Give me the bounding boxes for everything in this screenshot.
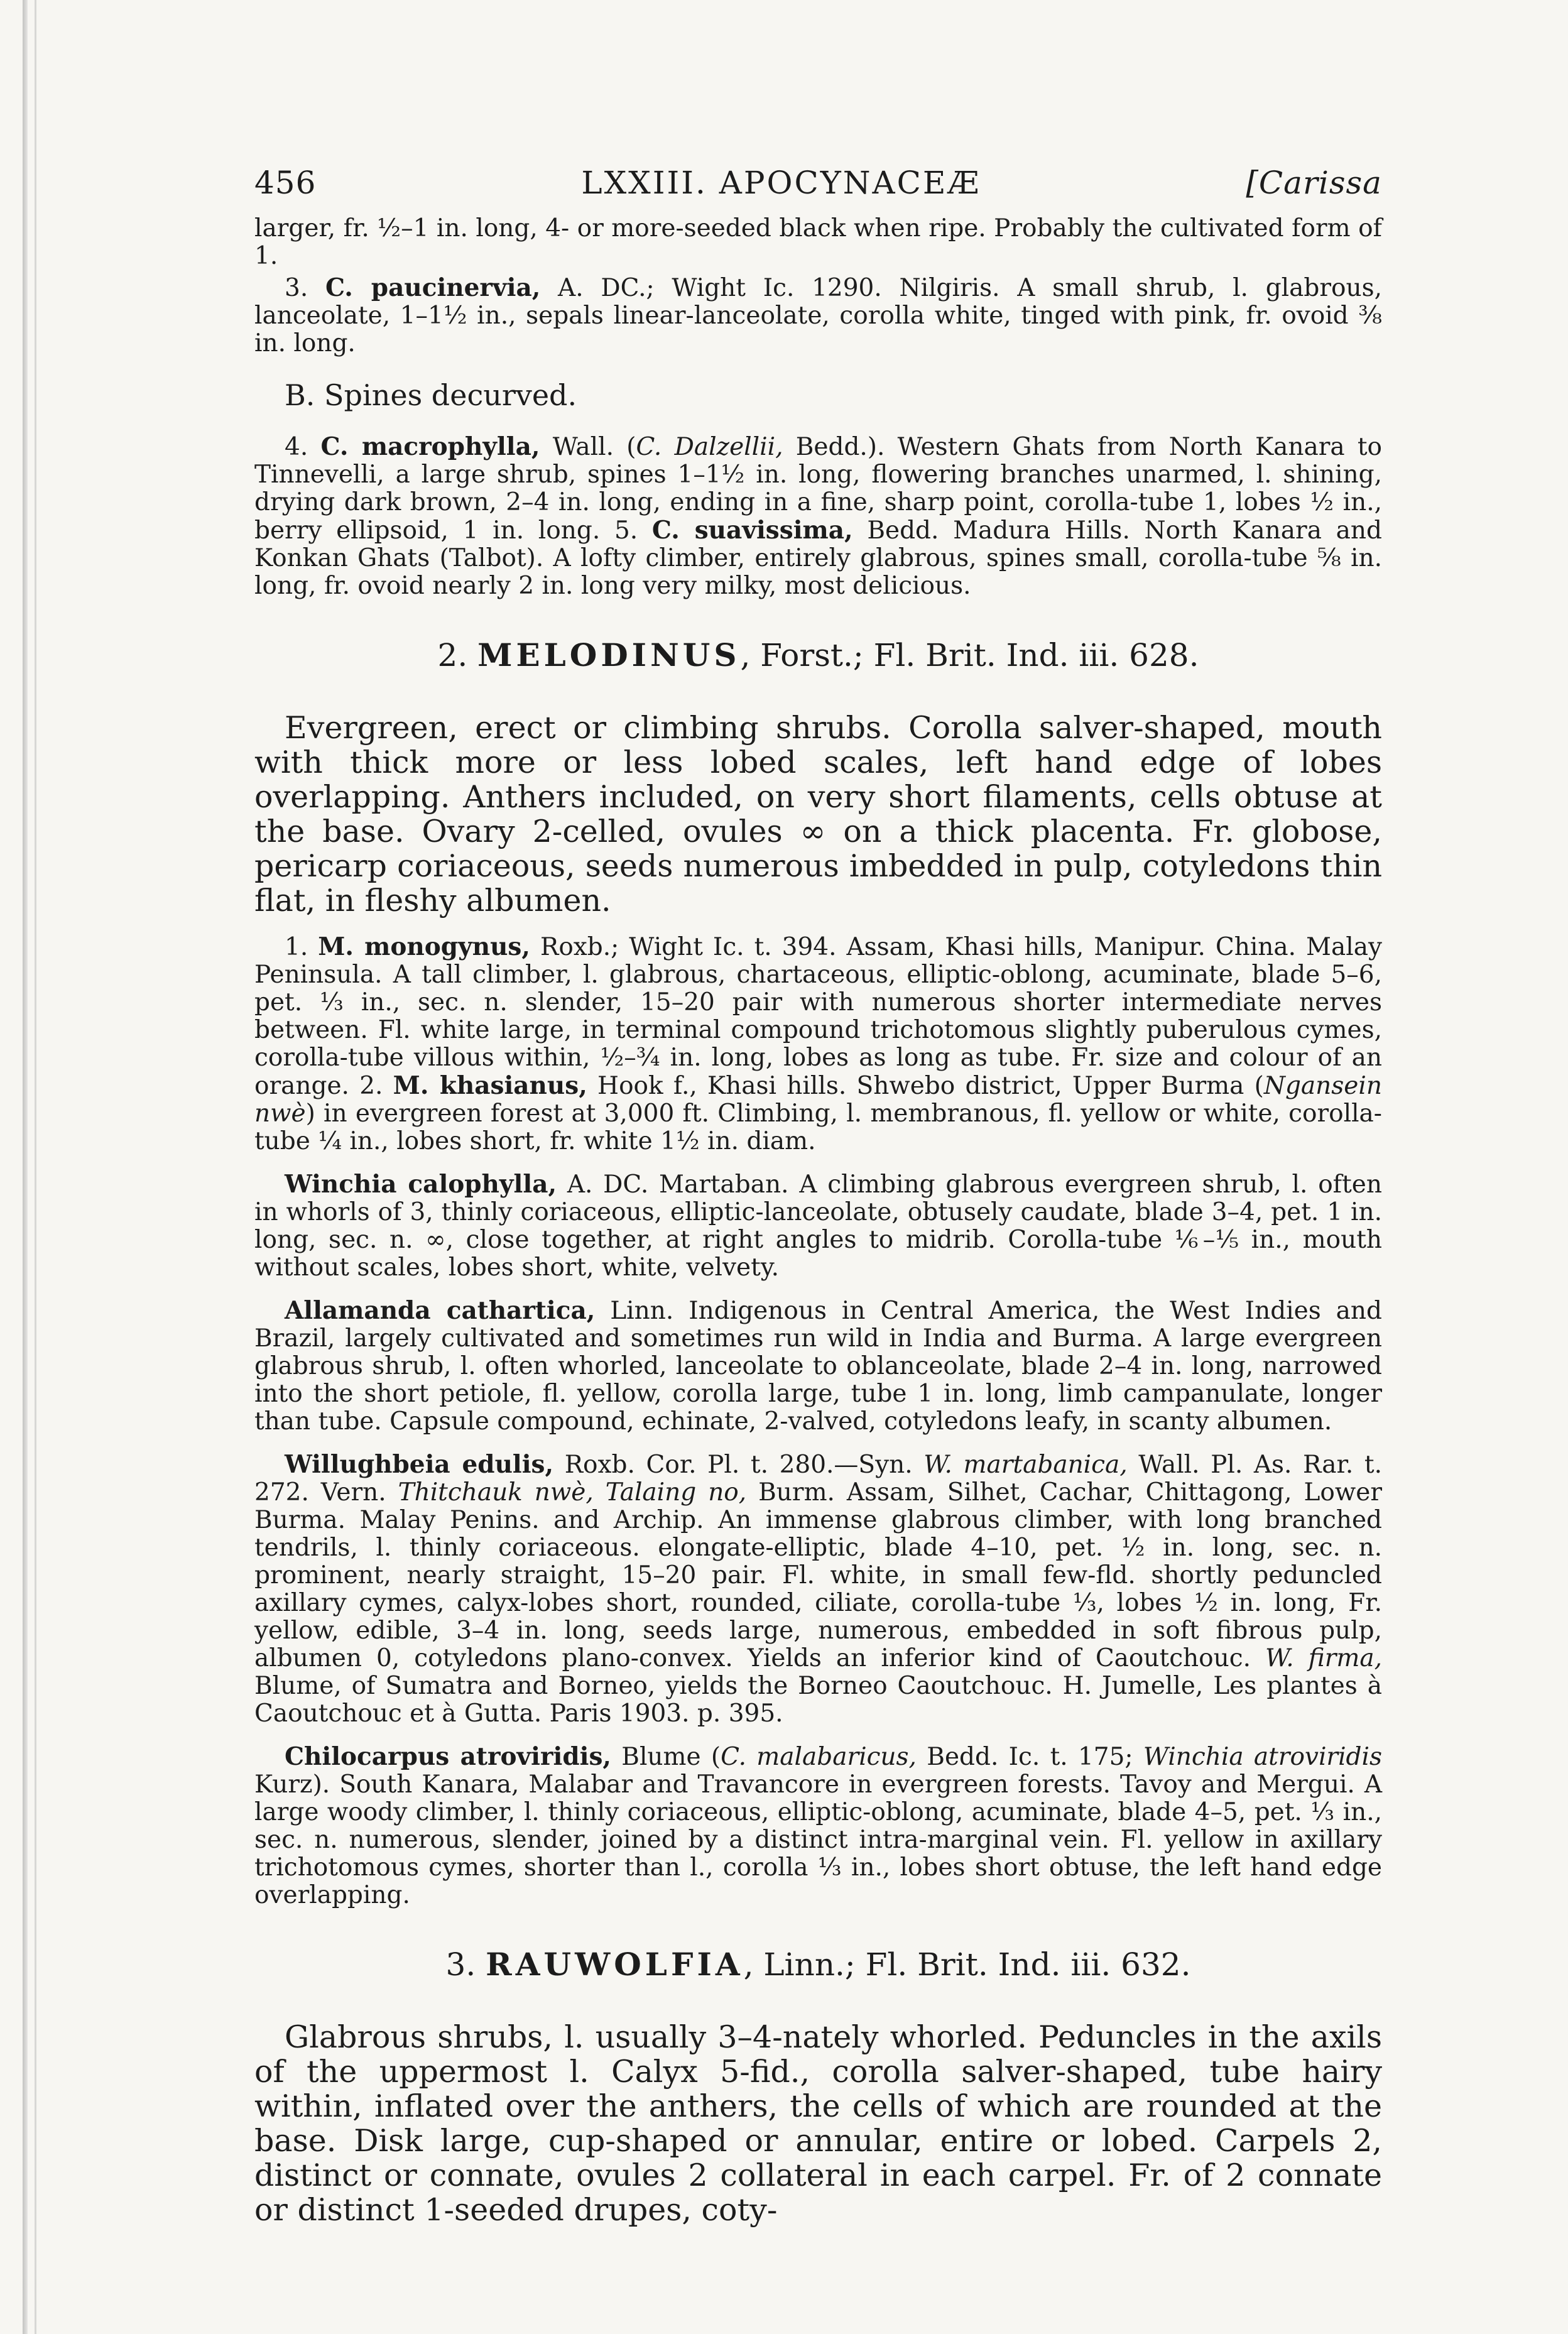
genus-authority: , Forst.; Fl. Brit. Ind. iii. 628. <box>740 637 1199 673</box>
species-number: 1. <box>285 933 318 961</box>
scan-binding-edge <box>23 0 28 2334</box>
synonym: W. firma, <box>1265 1644 1382 1672</box>
vernacular-name: Thitchauk nwè, Talaing no, <box>398 1478 747 1507</box>
running-header <box>254 165 1382 215</box>
species-text: Linn. Indigenous in Central America, the West Indies and Brazil, largely cultivated and sometimes run wild in India and Burma. A large evergreen glabrous shrub, l. often whorled, lanceolate to oblanceolate, blade 2–4 in. long, narrowed into the short petiole, fl. yellow, corolla large, tube 1 in. long, limb campanulate, longer than tube. Capsule compound, echinate, 2-valved, cotyledons leafy, in scanty albumen. <box>254 1297 1382 1436</box>
genus-number: 2. <box>437 637 468 673</box>
species-text: Blume ( <box>611 1743 721 1771</box>
species-name: Chilocarpus atroviridis, <box>285 1742 611 1771</box>
species-number: 4. <box>285 433 321 461</box>
genus-description-melodinus: Evergreen, erect or climbing shrubs. Corolla salver-shaped, mouth with thick more or less lobed scales, left hand edge of lobes overlapping. Anthers included, on very short filaments, cells obtuse at the base. Ovary 2-celled, ovules ∞ on a thick placenta. Fr. globose, pericarp coriaceous, seeds numerous imbedded in pulp, cotyledons thin flat, in fleshy albumen. <box>254 710 1382 919</box>
page-number: 456 <box>254 165 317 201</box>
note-winchia <box>254 1170 1382 1282</box>
carissa-continuation: larger, fr. ½–1 in. long, 4- or more-seeded black when ripe. Probably the cultivated form of 1. <box>254 214 1382 270</box>
genus-number: 3. <box>445 1946 476 1983</box>
species-text: A. DC.; Wight Ic. 1290. Nilgiris. A small shrub, l. glabrous, lanceolate, 1–1½ in., sepals linear-lanceolate, corolla white, tinged with pink, fr. ovoid ⅜ in. long. <box>254 274 1383 357</box>
running-genus: [Carissa <box>1246 165 1382 201</box>
species-text: A. DC. Martaban. A climbing glabrous evergreen shrub, l. often in whorls of 3, thinly coriaceous, elliptic-lanceolate, obtusely caudate, blade 3–4, pet. 1 in. long, sec. n. ∞, close together, at right angles to midrib. Corolla-tube ⅙–⅕ in., mouth without scales, lobes short, white, velvety. <box>254 1170 1382 1282</box>
species-text: Roxb.; Wight Ic. t. 394. Assam, Khasi hills, Manipur. China. Malay Peninsula. A tall climber, l. glabrous, chartaceous, elliptic-oblong, acuminate, blade 5–6, pet. ⅓ in., sec. n. slender, 15–20 pair with numerous shorter intermediate nerves between. Fl. white large, in terminal compound trichotomous slightly puberulous cymes, corolla-tube villous within, ½–¾ in. long, lobes as long as tube. Fr. size and colour of an orange. 2. <box>254 933 1382 1100</box>
genus-description-rauwolfia: Glabrous shrubs, l. usually 3–4-nately whorled. Peduncles in the axils of the uppermost l. Calyx 5-fid., corolla salver-shaped, tube hairy within, inflated over the anthers, the cells of which are rounded at the base. Disk large, cup-shaped or annular, entire or lobed. Carpels 2, distinct or connate, ovules 2 collateral in each carpel. Fr. of 2 connate or distinct 1-seeded drupes, coty- <box>254 2019 1382 2228</box>
note-willughbeia <box>254 1451 1382 1728</box>
page-body <box>254 165 1382 2227</box>
species-name: M. monogynus, <box>318 932 530 961</box>
species-text: Burm. Assam, Silhet, Cachar, Chittagong, Lower Burma. Malay Penins. and Archip. An immense glabrous climber, with long branched tendrils, l. thinly coriaceous. elongate-elliptic, blade 4–10, pet. ½ in. long, sec. n. prominent, nearly straight, 15–20 pair. Fl. white, in small few-fld. shortly peduncled axillary cymes, calyx-lobes short, rounded, ciliate, corolla-tube ⅓, lobes ½ in. long, Fr. yellow, edible, 3–4 in. long, seeds large, numerous, embedded in soft fibrous pulp, albumen 0, cotyledons plano-convex. Yields an inferior kind of Caoutchouc. <box>254 1478 1382 1672</box>
genus-authority: , Linn.; Fl. Brit. Ind. iii. 632. <box>743 1946 1191 1983</box>
species-text: Kurz). South Kanara, Malabar and Travancore in evergreen forests. Tavoy and Mergui. A large woody climber, l. thinly coriaceous, elliptic-oblong, acuminate, blade 4–5, pet. ⅓ in., sec. n. numerous, slender, joined by a distinct intra-marginal vein. Fl. yellow in axillary trichotomous cymes, shorter than l., corolla ⅓ in., lobes short obtuse, the left hand edge overlapping. <box>254 1770 1382 1909</box>
synonym: Winchia atroviridis <box>1143 1743 1382 1771</box>
species-text: Bedd. Madura Hills. North Kanara and Konkan Ghats (Talbot). A lofty climber, entirely glabrous, spines small, corolla-tube ⅝ in. long, fr. ovoid nearly 2 in. long very milky, most delicious. <box>254 516 1382 600</box>
note-allamanda <box>254 1297 1382 1436</box>
scan-binding-line <box>35 0 36 2334</box>
vernacular-name: Ngansein nwè <box>254 1072 1382 1128</box>
species-paucinervia <box>254 274 1382 357</box>
species-name: M. khasianus, <box>393 1071 587 1100</box>
species-text: ) in evergreen forest at 3,000 ft. Climbing, l. membranous, fl. yellow or white, corolla-tube ¼ in., lobes short, fr. white 1½ in. diam. <box>254 1099 1382 1155</box>
species-number: 3. <box>285 274 325 302</box>
species-macrophylla <box>254 433 1382 600</box>
species-text: Bedd.). Western Ghats from North Kanara to Tinnevelli, a large shrub, spines 1–1½ in. long, flowering branches unarmed, l. shining, drying dark brown, 2–4 in. long, ending in a fine, sharp point, corolla-tube 1, lobes ½ in., berry ellipsoid, 1 in. long. 5. <box>254 433 1383 545</box>
species-name: Winchia calophylla, <box>285 1170 557 1199</box>
species-text: Bedd. Ic. t. 175; <box>916 1743 1143 1771</box>
family-title: LXXIII. APOCYNACEÆ <box>581 165 981 201</box>
synonym: C. Dalzellii, <box>636 433 783 461</box>
genus-heading-melodinus <box>254 636 1382 674</box>
species-name: C. suavissima, <box>651 516 853 545</box>
note-chilocarpus <box>254 1743 1382 1909</box>
species-text: Wall. Pl. As. Rar. t. 272. Vern. <box>254 1451 1382 1507</box>
synonym: C. malabaricus, <box>721 1743 917 1771</box>
species-text: Wall. ( <box>540 433 636 461</box>
species-name: Allamanda cathartica, <box>285 1296 596 1325</box>
genus-name: MELODINUS <box>477 636 741 673</box>
species-text: Roxb. Cor. Pl. t. 280.—Syn. <box>553 1451 924 1479</box>
species-text: Blume, of Sumatra and Borneo, yields the Borneo Caoutchouc. H. Jumelle, Les plantes à Caoutchouc et à Gutta. Paris 1903. p. 395. <box>254 1672 1382 1728</box>
genus-name: RAUWOLFIA <box>486 1946 744 1983</box>
subsection-heading: B. Spines decurved. <box>285 378 577 412</box>
genus-heading-rauwolfia <box>254 1946 1382 1983</box>
synonym: W. martabanica, <box>923 1451 1128 1479</box>
species-name: C. paucinervia, <box>325 273 541 302</box>
species-text: Hook f., Khasi hills. Shwebo district, Upper Burma ( <box>587 1072 1264 1100</box>
species-name: C. macrophylla, <box>320 432 540 461</box>
species-monogynus <box>254 933 1382 1155</box>
species-name: Willughbeia edulis, <box>285 1450 554 1479</box>
